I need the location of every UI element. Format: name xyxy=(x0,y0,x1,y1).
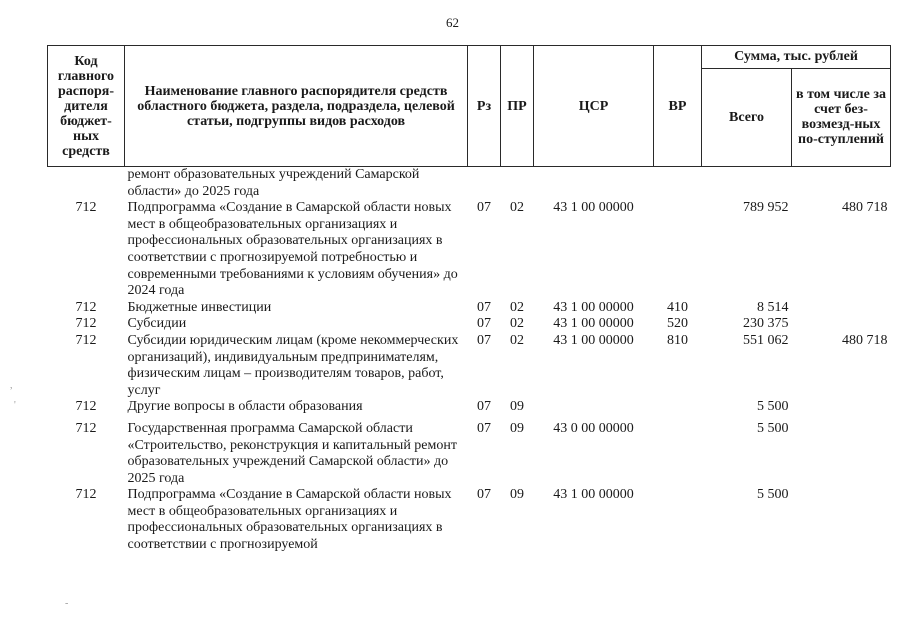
cell-incl xyxy=(792,167,891,201)
cell-csr: 43 1 00 00000 xyxy=(553,332,634,348)
table-row xyxy=(48,300,891,317)
cell-csr xyxy=(534,399,654,416)
cell-total: 5 500 xyxy=(757,487,789,503)
cell-pr: 09 xyxy=(510,487,524,503)
cell-code: 712 xyxy=(75,316,97,332)
cell-code: 712 xyxy=(75,420,97,436)
cell-name: Субсидии юридическим лицам (кроме некоммерческих организаций), индивидуальным предпринимателям, физическим лицам – производителям товаров, работ, услуг xyxy=(127,332,459,398)
cell-name: Бюджетные инвестиции xyxy=(127,299,272,315)
cell-total: 5 500 xyxy=(757,399,789,415)
cell-name: Другие вопросы в области образования xyxy=(127,399,363,415)
cell-name: Субсидии xyxy=(127,316,187,332)
cell-name: ремонт образовательных учреждений Самарской области» до 2025 года xyxy=(127,167,420,199)
header-sum-group: Сумма, тыс. рублей xyxy=(702,46,891,69)
cell-csr: 43 1 00 00000 xyxy=(553,200,634,216)
table-row xyxy=(48,399,891,416)
cell-rz: 07 xyxy=(477,332,491,348)
cell-total: 551 062 xyxy=(743,332,789,348)
cell-pr: 02 xyxy=(510,332,524,348)
cell-total: 230 375 xyxy=(743,316,789,332)
cell-pr: 02 xyxy=(510,316,524,332)
cell-incl xyxy=(792,416,891,487)
cell-pr: 09 xyxy=(510,420,524,436)
cell-pr: 02 xyxy=(510,200,524,216)
cell-code: 712 xyxy=(75,399,97,415)
table-row xyxy=(48,333,891,399)
cell-pr xyxy=(501,167,534,201)
cell-vr xyxy=(654,399,702,416)
header-total: Всего xyxy=(702,68,792,166)
cell-incl xyxy=(792,487,891,553)
cell-vr: 810 xyxy=(667,332,688,348)
cell-name: Подпрограмма «Создание в Самарской области новых мест в общеобразовательных организациях и профессиональных образовательных организациях в соответствии с прогнозируемой потребностью и современными требованиями к условиям обучения» до 2024 года xyxy=(127,200,458,299)
scan-speck: , xyxy=(10,380,13,391)
cell-total: 5 500 xyxy=(757,420,789,436)
cell-code: 712 xyxy=(75,487,97,503)
header-incl: в том числе за счет без-возмезд-ных по-ступлений xyxy=(792,68,891,166)
cell-csr: 43 1 00 00000 xyxy=(553,299,634,315)
table-header xyxy=(48,46,891,167)
cell-code: 712 xyxy=(75,332,97,348)
cell-csr: 43 1 00 00000 xyxy=(553,487,634,503)
cell-rz xyxy=(468,167,501,201)
budget-table xyxy=(47,45,891,554)
cell-rz: 07 xyxy=(477,399,491,415)
table-row xyxy=(48,416,891,487)
cell-csr: 43 1 00 00000 xyxy=(553,316,634,332)
cell-name: Подпрограмма «Создание в Самарской области новых мест в общеобразовательных организациях и профессиональных образовательных организациях в соответствии с прогнозируемой xyxy=(127,487,452,553)
cell-vr: 520 xyxy=(667,316,688,332)
cell-rz: 07 xyxy=(477,200,491,216)
table-body xyxy=(48,167,891,554)
cell-csr xyxy=(534,167,654,201)
cell-pr: 02 xyxy=(510,299,524,315)
cell-vr xyxy=(654,167,702,201)
table-row xyxy=(48,316,891,333)
scan-speck: - xyxy=(65,598,69,609)
cell-incl xyxy=(792,316,891,333)
cell-total: 8 514 xyxy=(757,299,789,315)
cell-incl: 480 718 xyxy=(842,200,888,216)
cell-vr xyxy=(654,200,702,300)
cell-rz: 07 xyxy=(477,420,491,436)
header-vr: ВР xyxy=(654,46,702,167)
table-row xyxy=(48,487,891,553)
header-code: Код главного распоря-дителя бюджет-ных средств xyxy=(48,46,125,167)
header-name: Наименование главного распорядителя средств областного бюджета, раздела, подраздела, целевой статьи, подгруппы видов расходов xyxy=(125,46,468,167)
header-csr: ЦСР xyxy=(534,46,654,167)
cell-code: 712 xyxy=(75,299,97,315)
page-number: 62 xyxy=(446,15,459,30)
cell-rz: 07 xyxy=(477,316,491,332)
cell-incl xyxy=(792,399,891,416)
cell-rz: 07 xyxy=(477,487,491,503)
cell-pr: 09 xyxy=(510,399,524,415)
cell-code: 712 xyxy=(75,200,97,216)
scan-speck: ' xyxy=(14,400,16,411)
header-pr: ПР xyxy=(501,46,534,167)
cell-incl xyxy=(792,300,891,317)
cell-total: 789 952 xyxy=(743,200,789,216)
cell-code xyxy=(48,167,125,201)
cell-vr xyxy=(654,487,702,553)
table-row xyxy=(48,167,891,201)
cell-name: Государственная программа Самарской области «Строительство, реконструкция и капитальный ремонт образовательных учреждений Самарской области» до 2025 года xyxy=(127,420,457,486)
header-rz: Рз xyxy=(468,46,501,167)
cell-csr: 43 0 00 00000 xyxy=(553,420,634,436)
cell-vr xyxy=(654,416,702,487)
table-row xyxy=(48,200,891,300)
cell-total xyxy=(702,167,792,201)
cell-vr: 410 xyxy=(667,299,688,315)
cell-rz: 07 xyxy=(477,299,491,315)
cell-incl: 480 718 xyxy=(842,332,888,348)
